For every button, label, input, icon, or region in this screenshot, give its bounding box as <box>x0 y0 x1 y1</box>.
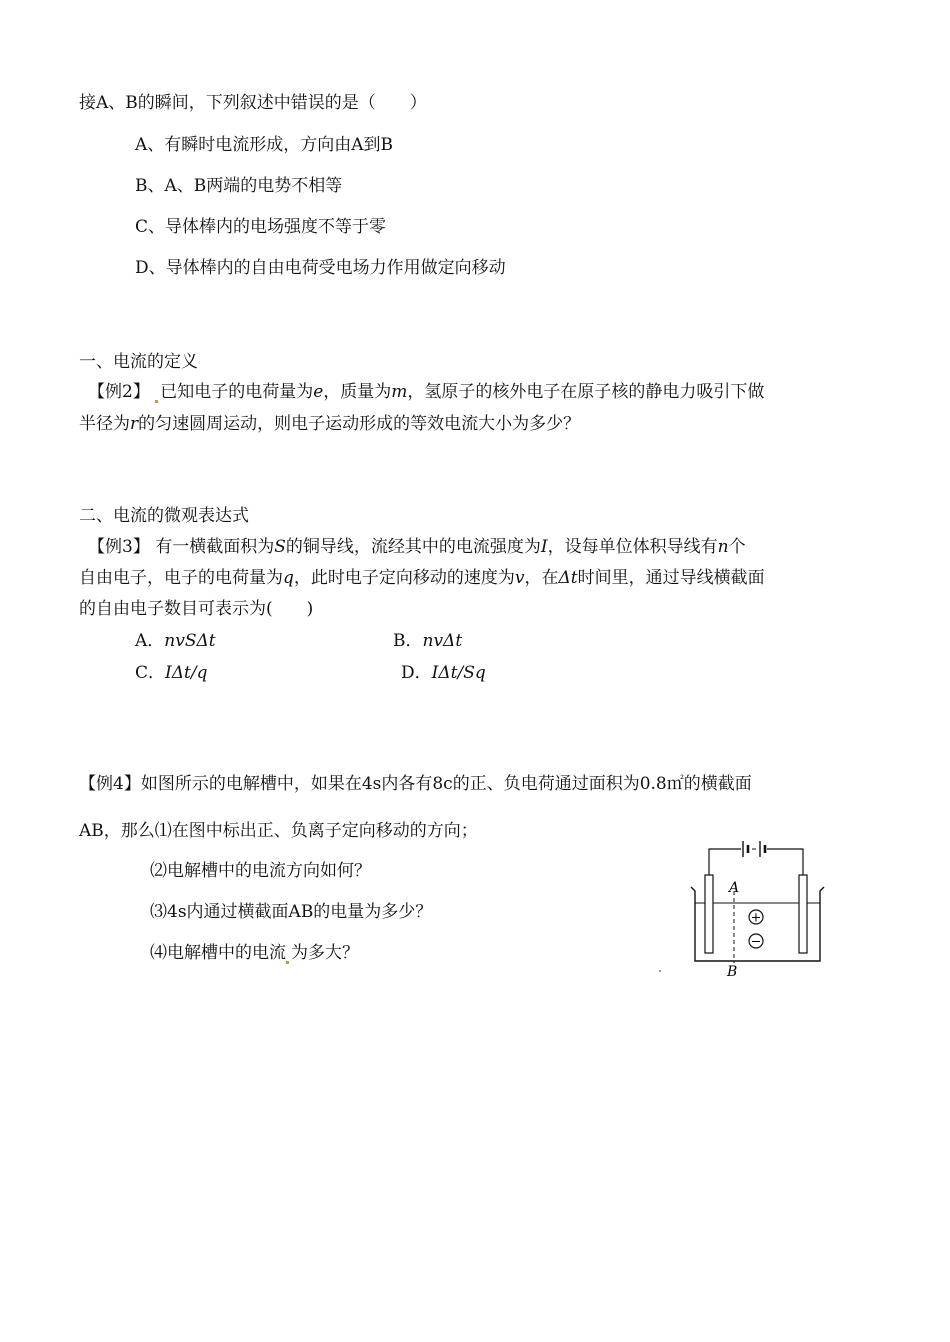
stray-dot <box>659 970 661 972</box>
circuit-wire-left <box>709 849 741 875</box>
intro-option-b: B、A、B两端的电势不相等 <box>135 176 343 196</box>
example4-line2: AB，那么⑴在图中标出正、负离子定向移动的方向； <box>79 821 478 841</box>
example3-option-a: A．nvSΔt <box>135 631 216 651</box>
positive-ion-icon <box>749 910 763 926</box>
example3-option-c: C．IΔt/q <box>135 663 208 683</box>
intro-option-a: A、有瞬时电流形成，方向由A到B <box>135 135 394 155</box>
right-electrode <box>799 875 807 953</box>
battery-icon <box>743 841 765 857</box>
example3-line1: 【例3】 有一横截面积为S的铜导线，流经其中的电流强度为I，设每单位体积导线有n个 <box>88 537 746 557</box>
example3-line3: 的自由电子数目可表示为( ) <box>79 599 314 619</box>
example4-q4: ⑷电解槽中的电流 为多大？ <box>150 943 359 963</box>
example3-option-d: D．IΔt/Sq <box>401 663 486 683</box>
negative-ion-icon <box>749 934 763 950</box>
intro-option-d: D、导体棒内的自由电荷受电场力作用做定向移动 <box>135 258 506 278</box>
marker-dot <box>155 400 158 403</box>
section1-heading: 一、电流的定义 <box>79 352 198 372</box>
electrolytic-cell-figure <box>655 835 835 980</box>
label-b: B <box>727 964 738 980</box>
example4-line1: 【例4】如图所示的电解槽中，如果在4s内各有8c的正、负电荷通过面积为0.8㎡的横截面 <box>79 774 752 794</box>
example3-option-b: B．nvΔt <box>393 631 463 651</box>
negative-ion-symbol: − <box>750 934 762 950</box>
example3-tag: 【例3】 <box>88 537 150 557</box>
left-electrode <box>705 875 713 953</box>
example4-q2: ⑵电解槽中的电流方向如何？ <box>150 861 371 881</box>
section2-heading: 二、电流的微观表达式 <box>79 506 249 526</box>
marker-dot <box>286 961 289 964</box>
label-a: A <box>729 880 740 896</box>
positive-ion-symbol: + <box>750 910 762 926</box>
example4-tag: 【例4】 <box>79 774 141 794</box>
intro-option-c: C、导体棒内的电场强度不等于零 <box>135 217 387 237</box>
example2-line1: 【例2】 已知电子的电荷量为e，质量为m，氢原子的核外电子在原子核的静电力吸引下做 <box>88 382 765 402</box>
example2-line2: 半径为r的匀速圆周运动，则电子运动形成的等效电流大小为多少？ <box>79 414 581 434</box>
circuit-wire-right <box>767 849 803 875</box>
example2-tag: 【例2】 <box>88 382 150 402</box>
intro-stem: 接A、B的瞬间，下列叙述中错误的是（ ） <box>79 93 427 113</box>
example3-line2: 自由电子，电子的电荷量为q，此时电子定向移动的速度为v，在Δt时间里，通过导线横截面 <box>79 568 765 588</box>
example4-q3: ⑶4s内通过横截面AB的电量为多少？ <box>150 902 433 922</box>
